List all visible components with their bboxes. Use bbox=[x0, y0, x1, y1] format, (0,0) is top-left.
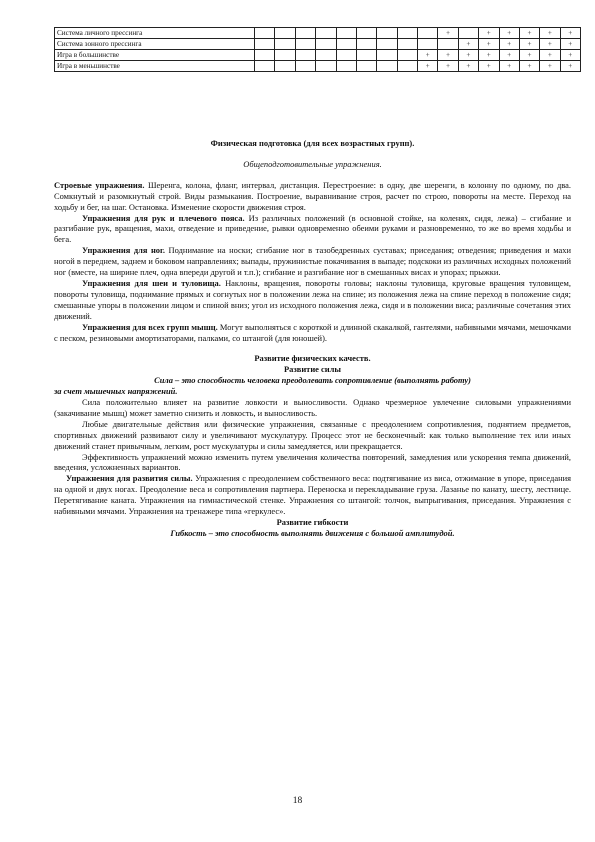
paragraph-text: Поднимание на носки; сгибание ног в тазобедренных суставах; приседания; отведения; приведения и махи ногой в переднем, заднем и боковом направлениях; выпады, пружинистые покачивания в выпаде; подскоки из различных исходных положений ног (вместе, на ширине плеч, одна впереди другой и т.п.); сгибание и разгибание ног в смешанных висах и упорах; прыжки. bbox=[54, 245, 571, 278]
paragraph-strength-2: Любые двигательные действия или физические упражнения, связанные с преодолением сопротивления, поднятием предметов, спортивных движений развивают силу и увеличивают мускулатуру. Процесс этот не бесконечный: как только выполнение тех или иных движений станет привычным, легким, рост мускулатуры и силы замедляется, или прекращается. bbox=[54, 418, 571, 451]
table-cell: + bbox=[519, 39, 539, 50]
term-neck-torso-exercises: Упражнения для шеи и туловища. bbox=[82, 277, 221, 288]
row-label: Игра в большинстве bbox=[55, 50, 255, 61]
table-cell bbox=[295, 28, 315, 39]
table-cell bbox=[316, 50, 336, 61]
table-cell bbox=[336, 50, 356, 61]
table-cell bbox=[336, 39, 356, 50]
term-all-muscle-exercises: Упражнения для всех групп мышц. bbox=[82, 321, 218, 332]
table-cell: + bbox=[540, 50, 560, 61]
paragraph-text: Наклоны, вращения, повороты головы; наклоны туловища, круговые вращения туловищем, повороты туловища, поднимание прямых и согнутых ног в положении лежа на спине; из положения лежа на спине переход в положение сидя; смешанные упоры в положении лицом и спиной вниз; угол из исходного положения лежа, сидя и в положении виса; различные сочетания этих движений. bbox=[54, 277, 571, 321]
table-cell bbox=[397, 50, 417, 61]
table-cell: + bbox=[499, 50, 519, 61]
table-cell: + bbox=[540, 61, 560, 72]
table-cell: + bbox=[479, 28, 499, 39]
table-cell bbox=[418, 39, 438, 50]
table-cell bbox=[438, 39, 458, 50]
table-cell bbox=[316, 39, 336, 50]
table-row bbox=[55, 61, 581, 72]
table-cell: + bbox=[458, 50, 478, 61]
table-cell bbox=[255, 50, 275, 61]
table-cell: + bbox=[479, 50, 499, 61]
paragraph-strength-3: Эффективность упражнений можно изменить путем увеличения количества повторений, замедления или ускорения темпа движений, введения, усложненных вариантов. bbox=[54, 451, 571, 473]
table-cell bbox=[377, 28, 397, 39]
term-drill-exercises: Строевые упражнения. bbox=[54, 179, 145, 190]
paragraph-strength-exercises bbox=[54, 473, 571, 517]
table-row bbox=[55, 28, 581, 39]
table-cell bbox=[316, 28, 336, 39]
table-cell bbox=[255, 39, 275, 50]
table-cell: + bbox=[560, 61, 580, 72]
table-cell bbox=[356, 39, 376, 50]
table-cell: + bbox=[560, 39, 580, 50]
table-cell bbox=[275, 61, 295, 72]
row-label: Система зонного прессинга bbox=[55, 39, 255, 50]
row-label: Система личного прессинга bbox=[55, 28, 255, 39]
table-cell bbox=[397, 61, 417, 72]
definition-flexibility: Гибкость – это способность выполнять движения с большой амплитудой. bbox=[170, 527, 455, 538]
table-row bbox=[55, 50, 581, 61]
table-cell: + bbox=[560, 50, 580, 61]
table-cell: + bbox=[519, 28, 539, 39]
row-label: Игра в меньшинстве bbox=[55, 61, 255, 72]
table-cell bbox=[275, 50, 295, 61]
table-cell: + bbox=[499, 28, 519, 39]
table-cell bbox=[377, 61, 397, 72]
table-cell: + bbox=[519, 50, 539, 61]
table-cell: + bbox=[438, 50, 458, 61]
table-row bbox=[55, 39, 581, 50]
table-cell bbox=[275, 28, 295, 39]
table-cell bbox=[295, 50, 315, 61]
table-cell bbox=[356, 28, 376, 39]
table-cell bbox=[316, 61, 336, 72]
page-number: 18 bbox=[292, 796, 303, 806]
table-cell: + bbox=[418, 50, 438, 61]
table-cell bbox=[336, 28, 356, 39]
paragraph-text: Из различных положений (в основной стойке, на коленях, сидя, лежа) – сгибание и разгибание рук, вращения, махи, отведение и приведение, рывки одновременно обеими руками и разновременно, то же во время ходьбы и бега. bbox=[54, 212, 571, 245]
table-cell bbox=[356, 61, 376, 72]
table-cell bbox=[295, 39, 315, 50]
table-cell bbox=[275, 39, 295, 50]
table-cell: + bbox=[479, 39, 499, 50]
term-arm-exercises: Упражнения для рук и плечевого пояса. bbox=[82, 212, 245, 223]
definition-strength-line2: за счет мышечных напряжений. bbox=[54, 386, 178, 397]
paragraph-leg-exercises bbox=[54, 245, 571, 278]
table-cell bbox=[397, 28, 417, 39]
section-heading-physical-qualities: Развитие физических качеств. bbox=[254, 353, 371, 364]
term-strength-exercises: Упражнения для развития силы. bbox=[66, 473, 193, 484]
table-cell: + bbox=[438, 28, 458, 39]
paragraph-strength-1: Сила положительно влияет на развитие ловкости и выносливости. Однако чрезмерное увлечение силовыми упражнениями (закачивание мышц) может заметно снизить и ловкость, и выносливость. bbox=[54, 397, 571, 418]
subheading-flexibility: Развитие гибкости bbox=[276, 517, 349, 527]
definition-strength-line1: Сила – это способность человека преодолевать сопротивление (выполнять работу) bbox=[154, 375, 471, 386]
paragraph-text: Могут выполняться с короткой и длинной скакалкой, гантелями, набивными мячами, мешочками с песком, резиновыми амортизаторами, палками, со штангой (для юношей). bbox=[54, 321, 572, 343]
table-cell: + bbox=[540, 39, 560, 50]
table-cell bbox=[377, 50, 397, 61]
table-cell: + bbox=[458, 39, 478, 50]
paragraph-text: Шеренга, колона, фланг, интервал, дистанция. Перестроение: в одну, две шеренги, в колонну по одному, по два. Сомкнутый и разомкнутый строй. Виды размыкания. Построение, выравнивание строя, расчет по строю, повороты на месте. Переход на ходьбу и бег, на шаг. Остановка. Изменение скорости движения строя. bbox=[54, 179, 571, 212]
term-leg-exercises: Упражнения для ног. bbox=[82, 245, 166, 256]
table-cell bbox=[336, 61, 356, 72]
paragraph-all-muscle-exercises bbox=[54, 322, 571, 344]
table-cell: + bbox=[519, 61, 539, 72]
training-schedule-table bbox=[54, 27, 581, 72]
paragraph-arm-exercises bbox=[54, 213, 571, 246]
table-cell: + bbox=[499, 61, 519, 72]
subheading-strength: Развитие силы bbox=[284, 364, 341, 375]
table-cell: + bbox=[438, 61, 458, 72]
table-cell bbox=[295, 61, 315, 72]
page-content bbox=[54, 118, 571, 539]
table-cell: + bbox=[560, 28, 580, 39]
section-heading-physical-training: Физическая подготовка (для всех возрастных групп). bbox=[210, 138, 415, 148]
table-cell bbox=[418, 28, 438, 39]
table-cell: + bbox=[499, 39, 519, 50]
table-cell bbox=[458, 28, 478, 39]
table-cell: + bbox=[418, 61, 438, 72]
table-cell: + bbox=[458, 61, 478, 72]
table-cell bbox=[255, 28, 275, 39]
paragraph-drill-exercises bbox=[54, 180, 571, 213]
subheading-general-exercises: Общеподготовительные упражнения. bbox=[243, 158, 382, 169]
paragraph-text: Упражнения с преодолением собственного веса: подтягивание из виса, отжимание в упоре, приседания на одной и двух ногах. Преодоление веса и сопротивления партнера. Переноска и перекладывание груза. Лазанье по канату, шесту, лестнице. Перетягивание каната. Упражнения на гимнастической стенке. Упражнения со штангой: толчок, выпрыгивания, приседания. Упражнения с набивными мячами. Упражнения на тренажере типа «геркулес». bbox=[54, 473, 571, 517]
table-cell bbox=[356, 50, 376, 61]
paragraph-neck-torso-exercises bbox=[54, 278, 571, 322]
table-cell: + bbox=[479, 61, 499, 72]
table-cell: + bbox=[540, 28, 560, 39]
table-cell bbox=[397, 39, 417, 50]
table-cell bbox=[255, 61, 275, 72]
table-cell bbox=[377, 39, 397, 50]
